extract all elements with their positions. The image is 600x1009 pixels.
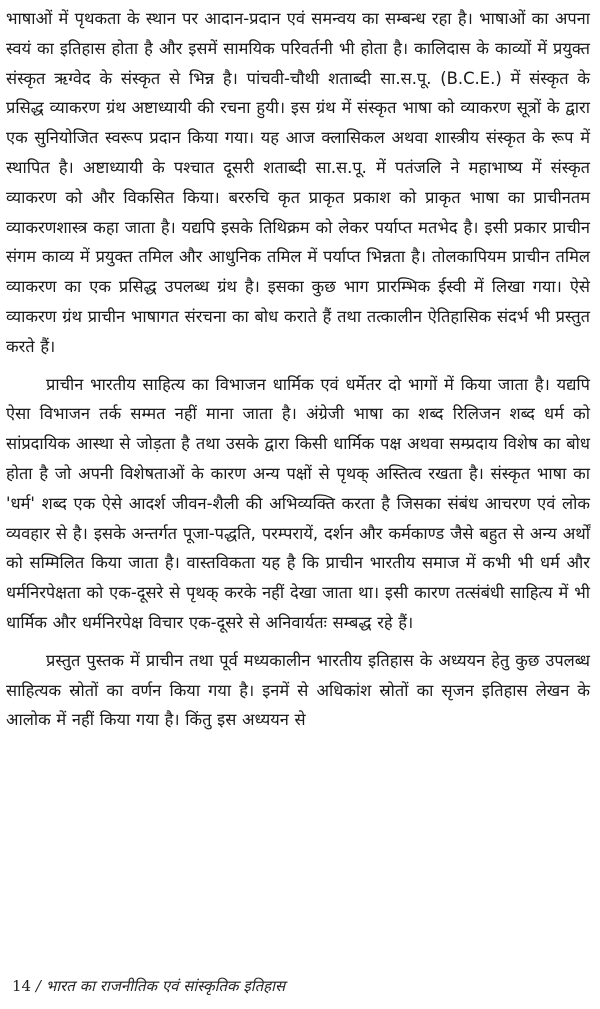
page-number: 14: [12, 977, 32, 995]
page-body: [6, 4, 590, 735]
paragraph-3: प्रस्तुत पुस्तक में प्राचीन तथा पूर्व मध्यकालीन भारतीय इतिहास के अध्ययन हेतु कुछ उपलब्ध साहित्यक स्रोतों का वर्णन किया गया है। इनमें से अधिकांश स्रोतों का सृजन इतिहास लेखन के आलोक में नहीं किया गया है। किंतु इस अध्ययन से: [6, 650, 590, 730]
footer-separator: /: [31, 977, 46, 995]
running-title: भारत का राजनीतिक एवं सांस्कृतिक इतिहास: [45, 977, 286, 995]
paragraph-2: प्राचीन भारतीय साहित्य का विभाजन धार्मिक एवं धर्मेतर दो भागों में किया जाता है। यद्यपि ऐसा विभाजन तर्क सम्मत नहीं माना जाता है। अंग्रेजी भाषा का शब्द रिलिजन शब्द धर्म को सांप्रदायिक आस्था से जोड़ता है तथा उसके द्वारा किसी धार्मिक पक्ष अथवा सम्प्रदाय विशेष का बोध होता है जो अपनी विशेषताओं के कारण अन्य पक्षों से पृथक् अस्तित्व रखता है। संस्कृत भाषा का 'धर्म' शब्द एक ऐसे आदर्श जीवन-शैली की अभिव्यक्ति करता है जिसका संबंध आचरण एवं लोक व्यवहार से है। इसके अन्तर्गत पूजा-पद्धति, परम्परायें, दर्शन और कर्मकाण्ड जैसे बहुत से अन्य अर्थों को सम्मिलित किया जाता है। वास्तविकता यह है कि प्राचीन भारतीय समाज में कभी भी धर्म और धर्मनिरपेक्षता को एक-दूसरे से पृथक् करके नहीं देखा जाता था। इसी कारण तत्संबंधी साहित्य में भी धार्मिक और धर्मनिरपेक्ष विचार एक-दूसरे से अनिवार्यतः सम्बद्ध रहे हैं।: [6, 374, 590, 632]
page-footer: [12, 976, 285, 996]
paragraph-1: भाषाओं में पृथकता के स्थान पर आदान-प्रदान एवं समन्वय का सम्बन्ध रहा है। भाषाओं का अपना स्वयं का इतिहास होता है और इसमें सामयिक परिवर्तनी भी होता है। कालिदास के काव्यों में प्रयुक्त संस्कृत ऋग्वेद के संस्कृत से भिन्न है। पांचवी-चौथी शताब्दी सा.स.पू. (B.C.E.) में संस्कृत के प्रसिद्ध व्याकरण ग्रंथ अष्टाध्यायी की रचना हुयी। इस ग्रंथ में संस्कृत भाषा को व्याकरण सूत्रों के द्वारा एक सुनियोजित स्वरूप प्रदान किया गया। यह आज क्लासिकल अथवा शास्त्रीय संस्कृत के रूप में स्थापित है। अष्टाध्यायी के पश्चात दूसरी शताब्दी सा.स.पू. में पतंजलि ने महाभाष्य में संस्कृत व्याकरण को और विकसित किया। बररुचि कृत प्राकृत प्रकाश को प्राकृत भाषा का प्राचीनतम व्याकरणशास्त्र कहा जाता है। यद्यपि इसके तिथिक्रम को लेकर पर्याप्त मतभेद है। इसी प्रकार प्राचीन संगम काव्य में प्रयुक्त तमिल और आधुनिक तमिल में पर्याप्त भिन्नता है। तोलकापियम प्राचीन तमिल व्याकरण का एक प्रसिद्ध उपलब्ध ग्रंथ है। इसका कुछ भाग प्रारम्भिक ईस्वी में लिखा गया। ऐसे व्याकरण ग्रंथ प्राचीन भाषागत संरचना का बोध कराते हैं तथा तत्कालीन ऐतिहासिक संदर्भ भी प्रस्तुत करते हैं।: [6, 9, 590, 356]
